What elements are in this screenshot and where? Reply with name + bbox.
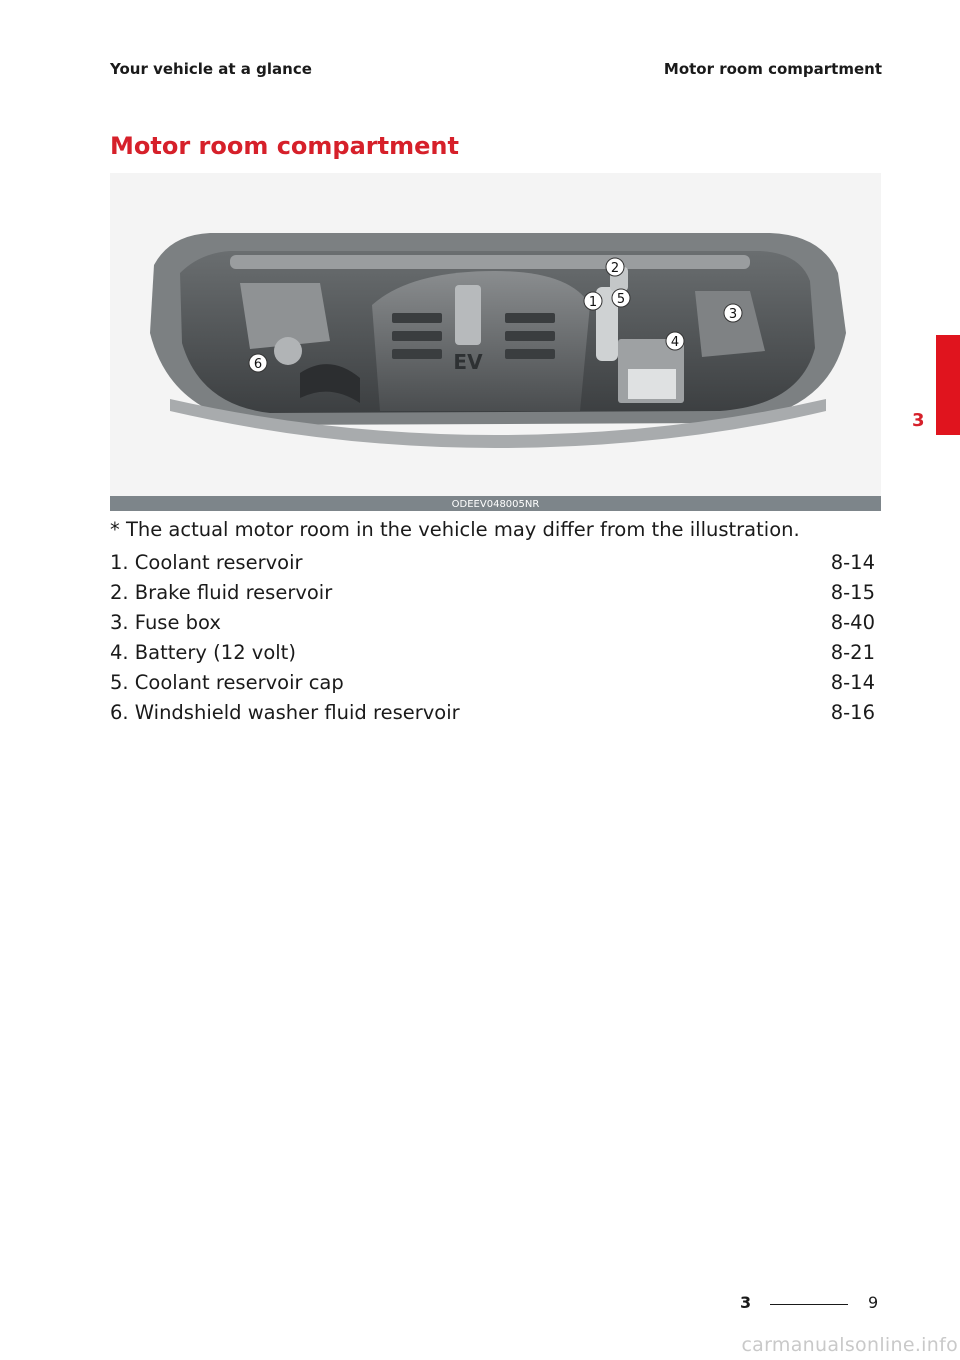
- item-page-ref: 8-15: [830, 581, 875, 604]
- running-header-section: Your vehicle at a glance: [110, 60, 312, 78]
- page-title: Motor room compartment: [110, 132, 459, 160]
- callout-6: [249, 354, 267, 372]
- list-item: [110, 608, 875, 638]
- svg-text:1: 1: [588, 295, 598, 310]
- item-page-ref: 8-14: [830, 671, 875, 694]
- item-label: 3. Fuse box: [110, 611, 221, 634]
- item-label: 2. Brake fluid reservoir: [110, 581, 333, 604]
- item-label: 4. Battery (12 volt): [110, 641, 296, 664]
- list-item: [110, 578, 875, 608]
- footer-divider: [770, 1304, 848, 1305]
- figure-code: ODEEV048005NR: [449, 499, 543, 510]
- list-item: [110, 548, 875, 578]
- chapter-tab: [936, 335, 960, 435]
- callout-1: [584, 292, 602, 310]
- running-header-topic: Motor room compartment: [663, 60, 882, 78]
- svg-text:5: 5: [616, 292, 626, 307]
- callout-5: [612, 289, 630, 307]
- list-item: [110, 698, 875, 728]
- component-list: [110, 548, 875, 728]
- callout-2: [606, 258, 624, 276]
- illustration-note: * The actual motor room in the vehicle may differ from the illustration.: [110, 518, 800, 541]
- svg-text:3: 3: [728, 307, 738, 322]
- item-page-ref: 8-16: [830, 701, 875, 724]
- item-page-ref: 8-21: [830, 641, 875, 664]
- list-item: [110, 638, 875, 668]
- svg-text:4: 4: [670, 335, 680, 350]
- item-page-ref: 8-14: [830, 551, 875, 574]
- item-page-ref: 8-40: [830, 611, 875, 634]
- item-label: 5. Coolant reservoir cap: [110, 671, 344, 694]
- list-item: [110, 668, 875, 698]
- svg-text:2: 2: [610, 261, 620, 276]
- callout-4: [666, 332, 684, 350]
- chapter-tab-number: 3: [912, 410, 925, 431]
- item-label: 6. Windshield washer fluid reservoir: [110, 701, 460, 724]
- footer-page-number: 9: [868, 1293, 879, 1312]
- engine-badge-label: EV: [453, 350, 483, 374]
- item-label: 1. Coolant reservoir: [110, 551, 303, 574]
- footer-chapter-number: 3: [740, 1293, 752, 1312]
- motor-room-illustration: [110, 173, 881, 511]
- engine-bay-drawing: [110, 173, 881, 511]
- svg-text:6: 6: [253, 357, 263, 372]
- callout-3: [724, 304, 742, 322]
- watermark: carmanualsonline.info: [741, 1334, 958, 1356]
